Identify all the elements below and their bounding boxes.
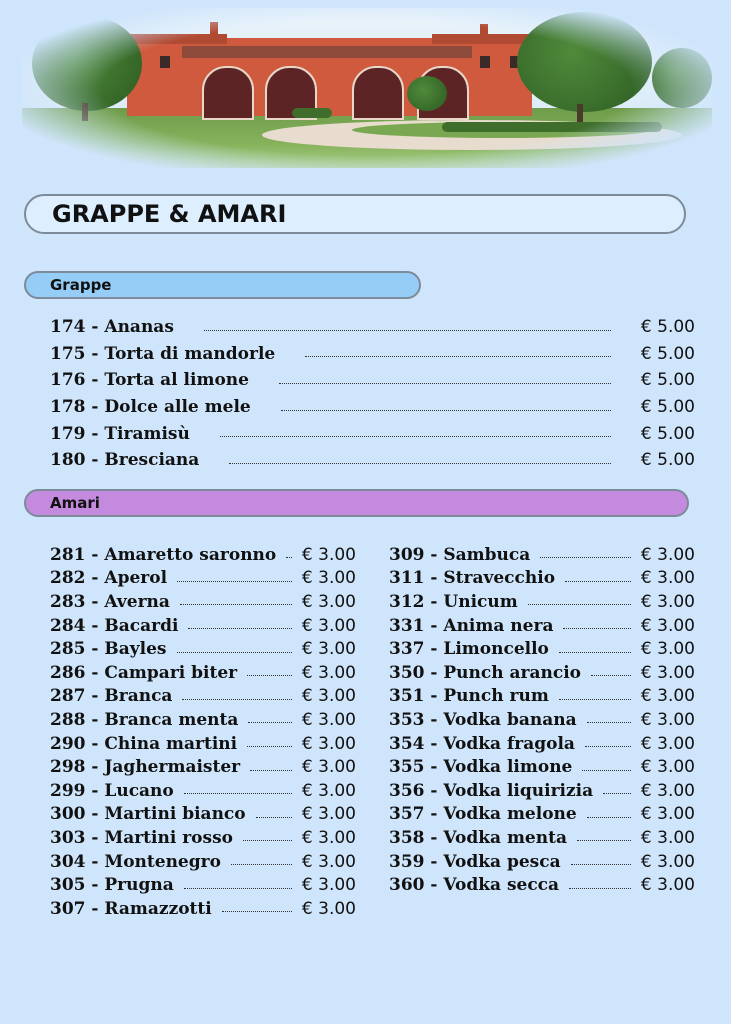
menu-item <box>389 567 695 591</box>
menu-item-price: € 3.00 <box>301 733 356 754</box>
menu-item <box>50 803 356 827</box>
menu-item-price: € 3.00 <box>640 686 695 707</box>
menu-item <box>50 755 356 779</box>
menu-item <box>50 420 695 447</box>
menu-item <box>389 826 695 850</box>
menu-item-name: 331 - Anima nera <box>389 615 554 636</box>
amari-list-left <box>50 543 356 921</box>
menu-item-price: € 3.00 <box>640 757 695 778</box>
dot-leader <box>587 722 631 723</box>
menu-item-price: € 3.00 <box>640 615 695 636</box>
dot-leader <box>188 628 291 629</box>
menu-item-name: 312 - Unicum <box>389 591 518 612</box>
menu-item <box>50 614 356 638</box>
menu-item <box>389 779 695 803</box>
menu-item <box>389 850 695 874</box>
menu-item <box>50 732 356 756</box>
menu-item-price: € 3.00 <box>301 615 356 636</box>
dot-leader <box>184 793 292 794</box>
menu-item-name: 358 - Vodka menta <box>389 827 567 848</box>
menu-item-name: 178 - Dolce alle mele <box>50 397 251 418</box>
menu-item <box>50 779 356 803</box>
menu-item-name: 290 - China martini <box>50 733 238 754</box>
dot-leader <box>250 770 292 771</box>
dot-leader <box>305 356 611 357</box>
menu-item-name: 354 - Vodka fragola <box>389 733 575 754</box>
menu-item <box>50 394 695 421</box>
menu-item-name: 283 - Averna <box>50 591 170 612</box>
dot-leader <box>256 817 292 818</box>
dot-leader <box>587 817 631 818</box>
section-header-amari <box>24 489 689 517</box>
menu-item-name: 353 - Vodka banana <box>389 709 577 730</box>
menu-item-price: € 3.00 <box>301 686 356 707</box>
menu-item-name: 298 - Jaghermaister <box>50 757 241 778</box>
menu-item-name: 357 - Vodka melone <box>389 804 577 825</box>
menu-item-price: € 3.00 <box>640 851 695 872</box>
menu-item-name: 356 - Vodka liquirizia <box>389 780 594 801</box>
dot-leader <box>231 864 292 865</box>
dot-leader <box>248 722 292 723</box>
menu-item-name: 176 - Torta al limone <box>50 370 249 391</box>
menu-item-price: € 3.00 <box>301 898 356 919</box>
section-header-grappe <box>24 271 421 299</box>
menu-item-name: 359 - Vodka pesca <box>389 851 561 872</box>
menu-item <box>50 826 356 850</box>
section-label-grappe: Grappe <box>50 276 112 294</box>
dot-leader <box>243 840 292 841</box>
dot-leader <box>571 864 631 865</box>
menu-item <box>389 755 695 779</box>
menu-item-price: € 3.00 <box>301 757 356 778</box>
menu-item <box>389 873 695 897</box>
menu-item-name: 287 - Branca <box>50 686 173 707</box>
menu-item <box>50 567 356 591</box>
menu-item-name: 303 - Martini rosso <box>50 827 233 848</box>
menu-item-price: € 5.00 <box>640 317 695 338</box>
menu-item-price: € 3.00 <box>301 827 356 848</box>
menu-item-price: € 3.00 <box>640 804 695 825</box>
menu-item-price: € 5.00 <box>640 450 695 471</box>
menu-item-name: 285 - Bayles <box>50 639 167 660</box>
dot-leader <box>565 581 631 582</box>
menu-item <box>50 590 356 614</box>
dot-leader <box>591 675 631 676</box>
menu-item-price: € 3.00 <box>640 662 695 683</box>
menu-item-price: € 5.00 <box>640 397 695 418</box>
dot-leader <box>281 410 611 411</box>
menu-item-name: 305 - Prugna <box>50 875 174 896</box>
menu-item-name: 300 - Martini bianco <box>50 804 246 825</box>
menu-item <box>50 661 356 685</box>
menu-item-name: 304 - Montenegro <box>50 851 221 872</box>
menu-item-price: € 3.00 <box>301 544 356 565</box>
menu-item-price: € 3.00 <box>301 568 356 589</box>
menu-item-name: 307 - Ramazzotti <box>50 898 212 919</box>
menu-item <box>389 590 695 614</box>
menu-item-price: € 3.00 <box>640 733 695 754</box>
dot-leader <box>569 888 631 889</box>
dot-leader <box>222 911 292 912</box>
menu-item-price: € 3.00 <box>301 780 356 801</box>
menu-item-price: € 3.00 <box>640 568 695 589</box>
menu-item-price: € 3.00 <box>640 780 695 801</box>
menu-item-name: 180 - Bresciana <box>50 450 200 471</box>
dot-leader <box>559 652 631 653</box>
dot-leader <box>220 436 611 437</box>
menu-item-name: 337 - Limoncello <box>389 639 549 660</box>
menu-item <box>389 661 695 685</box>
dot-leader <box>184 888 292 889</box>
dot-leader <box>180 604 292 605</box>
menu-item-name: 360 - Vodka secca <box>389 875 560 896</box>
dot-leader <box>286 557 292 558</box>
menu-item <box>389 732 695 756</box>
dot-leader <box>563 628 630 629</box>
menu-item <box>389 637 695 661</box>
dot-leader <box>279 383 611 384</box>
menu-item-name: 288 - Branca menta <box>50 709 239 730</box>
menu-item <box>50 341 695 368</box>
menu-item-name: 355 - Vodka limone <box>389 757 573 778</box>
menu-item <box>389 708 695 732</box>
dot-leader <box>582 770 631 771</box>
dot-leader <box>177 652 292 653</box>
menu-item-price: € 3.00 <box>301 709 356 730</box>
dot-leader <box>247 675 292 676</box>
page-title-box <box>24 194 686 234</box>
menu-item <box>389 803 695 827</box>
menu-item-price: € 5.00 <box>640 423 695 444</box>
menu-item-price: € 3.00 <box>640 875 695 896</box>
dot-leader <box>204 330 611 331</box>
menu-item <box>50 873 356 897</box>
menu-item-price: € 3.00 <box>301 662 356 683</box>
menu-item-price: € 5.00 <box>640 370 695 391</box>
menu-item-price: € 3.00 <box>301 804 356 825</box>
menu-item-name: 284 - Bacardi <box>50 615 179 636</box>
dot-leader <box>559 699 631 700</box>
menu-item-price: € 5.00 <box>640 343 695 364</box>
menu-item <box>50 447 695 474</box>
dot-leader <box>247 746 292 747</box>
menu-item-name: 350 - Punch arancio <box>389 662 582 683</box>
dot-leader <box>577 840 631 841</box>
menu-item <box>389 685 695 709</box>
grappe-list <box>50 314 695 474</box>
menu-item <box>50 850 356 874</box>
menu-item-name: 175 - Torta di mandorle <box>50 343 276 364</box>
dot-leader <box>177 581 292 582</box>
menu-item <box>389 614 695 638</box>
menu-item-name: 299 - Lucano <box>50 780 174 801</box>
page-title: GRAPPE & AMARI <box>52 200 287 228</box>
menu-item-price: € 3.00 <box>640 709 695 730</box>
menu-item-price: € 3.00 <box>301 639 356 660</box>
menu-item-price: € 3.00 <box>640 591 695 612</box>
menu-item-price: € 3.00 <box>640 827 695 848</box>
menu-item-price: € 3.00 <box>301 851 356 872</box>
menu-item-name: 311 - Stravecchio <box>389 568 556 589</box>
menu-item <box>389 543 695 567</box>
menu-item-name: 286 - Campari biter <box>50 662 238 683</box>
menu-item <box>50 543 356 567</box>
dot-leader <box>540 557 631 558</box>
menu-item <box>50 685 356 709</box>
dot-leader <box>585 746 631 747</box>
menu-item-name: 174 - Ananas <box>50 317 174 338</box>
menu-item-price: € 3.00 <box>640 639 695 660</box>
menu-item-name: 351 - Punch rum <box>389 686 549 707</box>
dot-leader <box>229 463 611 464</box>
menu-item-name: 179 - Tiramisù <box>50 423 190 444</box>
amari-list-right <box>389 543 695 897</box>
section-label-amari: Amari <box>50 494 100 512</box>
menu-item-name: 281 - Amaretto saronno <box>50 544 277 565</box>
header-photo <box>22 8 712 168</box>
menu-item <box>50 314 695 341</box>
dot-leader <box>603 793 631 794</box>
menu-item <box>50 708 356 732</box>
menu-item <box>50 897 356 921</box>
dot-leader <box>182 699 291 700</box>
menu-item <box>50 637 356 661</box>
menu-item-price: € 3.00 <box>301 875 356 896</box>
menu-item-price: € 3.00 <box>301 591 356 612</box>
dot-leader <box>528 604 631 605</box>
menu-item-price: € 3.00 <box>640 544 695 565</box>
menu-item-name: 282 - Aperol <box>50 568 168 589</box>
menu-item <box>50 367 695 394</box>
menu-item-name: 309 - Sambuca <box>389 544 531 565</box>
